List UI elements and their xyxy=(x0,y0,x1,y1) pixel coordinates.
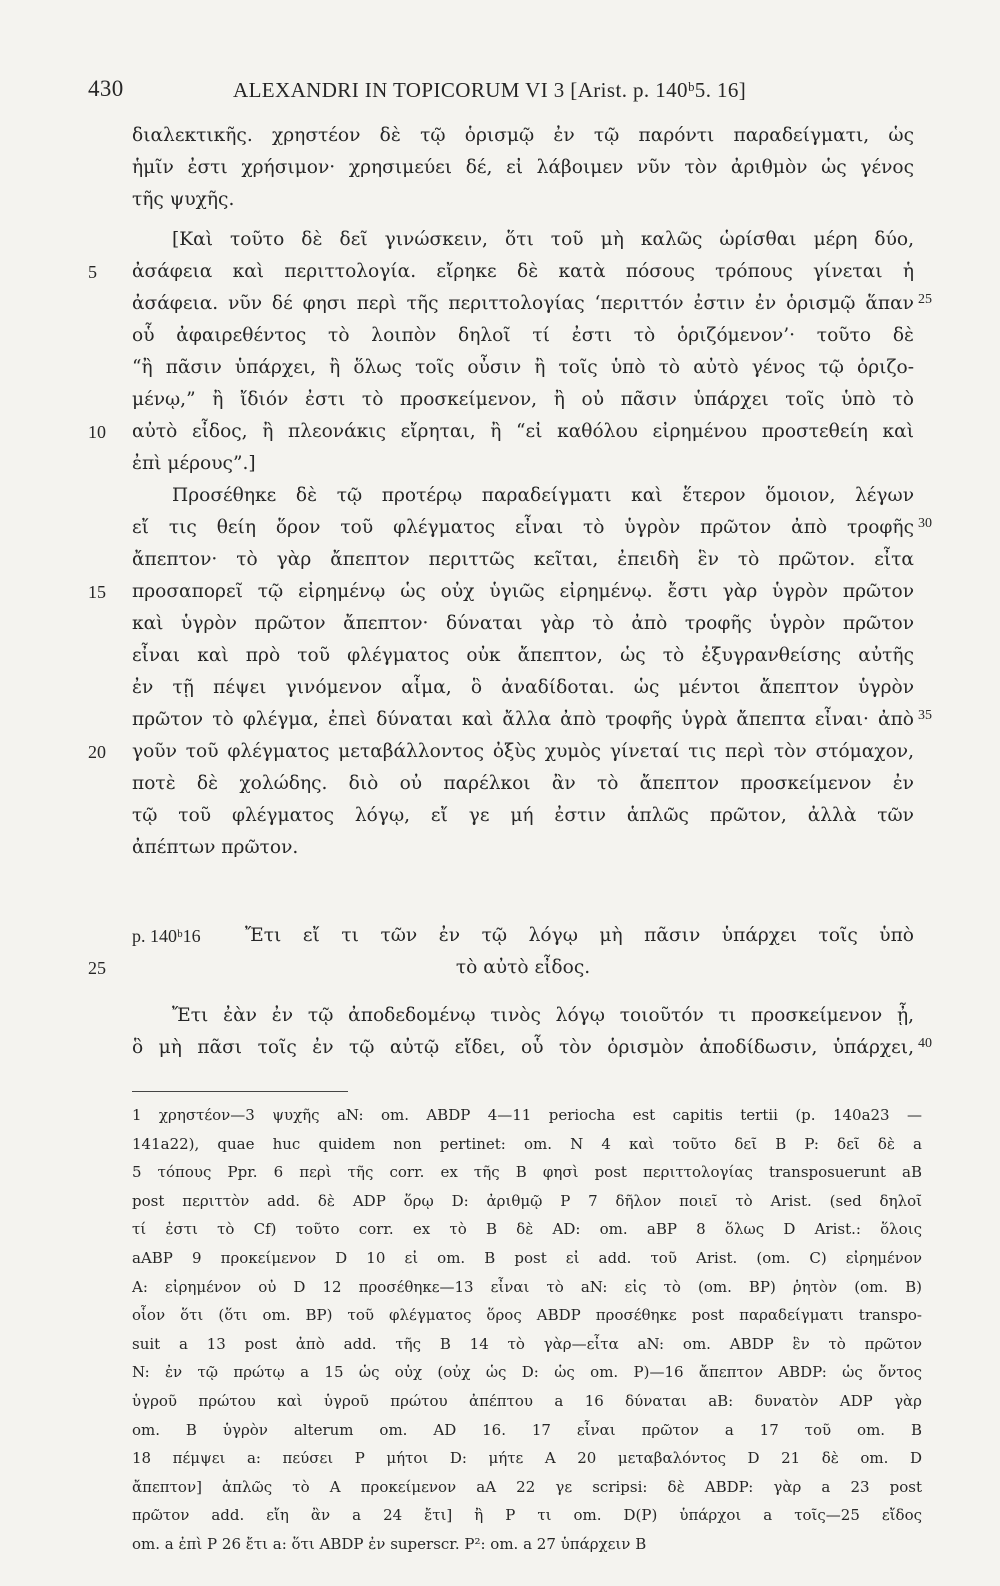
footnote-line: aABP 9 προκείμενον D 10 εἰ om. B post εἰ add. τοῦ Arist. (om. C) εἰρημένον xyxy=(132,1249,922,1267)
footnote-line: post περιττὸν add. δὲ ADP ὅρῳ D: ἀριθμῷ P 7 δῆλον ποιεῖ τὸ Arist. (sed δηλοῖ xyxy=(132,1191,922,1210)
text-line: “ἢ πᾶσιν ὑπάρχει, ἢ ὅλως τοῖς οὖσιν ἢ τοῖς ὑπὸ τὸ αὐτὸ γένος τῷ ὁριζο- xyxy=(132,357,914,378)
text-line: διαλεκτικῆς. χρηστέον δὲ τῷ ὁρισμῷ ἐν τῷ παρόντι παραδείγματι, ὡς xyxy=(132,125,914,146)
footnote-line: 141a22), quae huc quidem non pertinet: om. N 4 καὶ τοῦτο δεῖ B P: δεῖ δὲ a xyxy=(132,1134,922,1153)
line-number: 5 xyxy=(88,262,97,282)
line-number: 15 xyxy=(88,582,106,602)
lemma-line: Ἔτι εἴ τι τῶν ἐν τῷ λόγῳ μὴ πᾶσιν ὑπάρχει τοῖς ὑπὸ xyxy=(245,925,914,946)
footnote-line: 1 χρηστέον—3 ψυχῆς aN: om. ABDP 4—11 periocha est capitis tertii (p. 140a23 — xyxy=(132,1106,922,1124)
footnote-rule xyxy=(132,1091,348,1092)
line-number: 10 xyxy=(88,422,106,442)
footnote-line: 5 τόπους Ppr. 6 περὶ τῆς corr. ex τῆς B φησὶ post περιττολογίας transposuerunt aB xyxy=(132,1163,922,1182)
lemma-line: τὸ αὐτὸ εἶδος. xyxy=(455,957,591,978)
text-line: ἀσάφεια καὶ περιττολογία. εἴρηκε δὲ κατὰ πόσους τρόπους γίνεται ἡ xyxy=(132,261,914,282)
margin-number: 30 xyxy=(918,516,932,531)
text-line: ποτὲ δὲ χολώδης. διὸ οὐ παρέλκοι ἂν τὸ ἄπεπτον προσκείμενον ἐν xyxy=(132,773,914,794)
footnote-line: om. a ἐπὶ P 26 ἔτι a: ὅτι ABDP ἐν superscr. P²: om. a 27 ὑπάρχειν B xyxy=(132,1535,647,1553)
footnote-line: A: εἰρημένον οὐ D 12 προσέθηκε—13 εἶναι τὸ aN: εἰς τὸ (om. BP) ῥητὸν (om. B) xyxy=(132,1277,922,1296)
text-line: τῷ τοῦ φλέγματος λόγῳ, εἴ γε μή ἐστιν ἁπλῶς πρῶτον, ἀλλὰ τῶν xyxy=(132,805,914,826)
footnote-line: 18 πέμψει a: πεύσει P μήτοι D: μήτε A 20 μεταβαλόντος D 21 δὲ om. D xyxy=(132,1449,922,1468)
text-line: ἄπεπτον· τὸ γὰρ ἄπεπτον περιττῶς κεῖται, ἐπειδὴ ἓν τὸ πρῶτον. εἶτα xyxy=(132,549,914,570)
text-line: Προσέθηκε δὲ τῷ προτέρῳ παραδείγματι καὶ ἕτερον ὅμοιον, λέγων xyxy=(172,485,914,506)
text-line: ἡμῖν ἐστι χρήσιμον· χρησιμεύει δέ, εἰ λάβοιμεν νῦν τὸν ἀριθμὸν ὡς γένος xyxy=(132,157,914,178)
text-line: τῆς ψυχῆς. xyxy=(132,189,235,210)
text-line: εἶναι καὶ πρὸ τοῦ φλέγματος οὐκ ἄπεπτον, ὡς τὸ ἐξυγρανθείσης αὐτῆς xyxy=(132,645,914,666)
footnote-line: ὑγροῦ πρώτου καὶ ὑγροῦ πρώτου ἀπέπτου a 16 δύναται aB: δυνατὸν ADP γὰρ xyxy=(132,1392,922,1410)
lemma-reference: p. 140ᵇ16 xyxy=(132,926,201,946)
text-line: εἴ τις θείη ὅρον τοῦ φλέγματος εἶναι τὸ ὑγρὸν πρῶτον ἀπὸ τροφῆς xyxy=(132,517,914,538)
text-line: ἀπέπτων πρῶτον. xyxy=(132,837,299,858)
text-line: [Καὶ τοῦτο δὲ δεῖ γινώσκειν, ὅτι τοῦ μὴ καλῶς ὡρίσθαι μέρη δύο, xyxy=(172,229,914,250)
text-line: αὐτὸ εἶδος, ἢ πλεονάκις εἴρηται, ἢ “εἰ καθόλου εἰρημένου προστεθείη καὶ xyxy=(132,421,914,442)
text-line: οὗ ἀφαιρεθέντος τὸ λοιπὸν δηλοῖ τί ἐστι τὸ ὁριζόμενον’· τοῦτο δὲ xyxy=(132,325,914,346)
page-number: 430 xyxy=(88,76,124,101)
running-header xyxy=(88,76,888,110)
text-line: γοῦν τοῦ φλέγματος μεταβάλλοντος ὀξὺς χυμὸς γίνεταί τις περὶ τὸν στόμαχον, xyxy=(132,741,914,762)
footnote-line: τί ἐστι τὸ Cf) τοῦτο corr. ex τὸ B δὲ AD: om. aBP 8 ὅλως D Arist.: ὅλοις xyxy=(132,1220,922,1239)
text-line: ὃ μὴ πᾶσι τοῖς ἐν τῷ αὐτῷ εἴδει, οὗ τὸν ὁρισμὸν ἀποδίδωσιν, ὑπάρχει, xyxy=(132,1037,914,1058)
footnote-line: N: ἐν τῷ πρώτῳ a 15 ὡς οὐχ (οὐχ ὡς D: ὡς om. P)—16 ἄπεπτον ABDP: ὡς ὄντος xyxy=(132,1363,922,1382)
text-line: πρῶτον τὸ φλέγμα, ἐπεὶ δύναται καὶ ἄλλα ἀπὸ τροφῆς ὑγρὰ ἄπεπτα εἶναι· ἀπὸ xyxy=(132,709,914,730)
text-line: προσαπορεῖ τῷ εἰρημένῳ ὡς οὐχ ὑγιῶς εἰρημένῳ. ἔστι γὰρ ὑγρὸν πρῶτον xyxy=(132,581,914,602)
text-line: καὶ ὑγρὸν πρῶτον ἄπεπτον· δύναται γὰρ τὸ ἀπὸ τροφῆς ὑγρὸν πρῶτον xyxy=(132,613,914,634)
footnote-line: οἷον ὅτι (ὅτι om. BP) τοῦ φλέγματος ὅρος ABDP προσέθηκε post παραδείγματι transpo- xyxy=(132,1306,922,1325)
running-title: ALEXANDRI IN TOPICORUM VI 3 [Arist. p. 140ᵇ5. 16] xyxy=(233,78,747,102)
footnote-line: ἄπεπτον] ἁπλῶς τὸ A προκείμενον aA 22 γε scripsi: δὲ ABDP: γὰρ a 23 post xyxy=(132,1477,922,1496)
line-number: 20 xyxy=(88,742,106,762)
line-number: 25 xyxy=(88,958,106,978)
text-line: ἀσάφεια. νῦν δέ φησι περὶ τῆς περιττολογίας ‘περιττόν ἐστιν ἐν ὁρισμῷ ἅπαν xyxy=(132,293,914,314)
margin-number: 40 xyxy=(918,1036,932,1051)
margin-number: 35 xyxy=(918,708,932,723)
text-line: μένῳ,” ἢ ἴδιόν ἐστι τὸ προσκείμενον, ἢ οὐ πᾶσιν ὑπάρχει τοῖς ὑπὸ τὸ xyxy=(132,389,914,410)
footnote-line: suit a 13 post ἀπὸ add. τῆς B 14 τὸ γὰρ—εἶτα aN: om. ABDP ἓν τὸ πρῶτον xyxy=(132,1334,922,1353)
text-line: Ἔτι ἐὰν ἐν τῷ ἀποδεδομένῳ τινὸς λόγῳ τοιοῦτόν τι προσκείμενον ᾖ, xyxy=(172,1005,914,1026)
text-line: ἐπὶ μέρους”.] xyxy=(132,453,256,474)
footnote-line: om. B ὑγρὸν alterum om. AD 16. 17 εἶναι πρῶτον a 17 τοῦ om. B xyxy=(132,1420,922,1439)
text-line: ἐν τῇ πέψει γινόμενον αἷμα, ὃ ἀναδίδοται. ὡς μέντοι ἄπεπτον ὑγρὸν xyxy=(132,677,914,698)
footnote-line: πρῶτον add. εἴη ἂν a 24 ἔτι] ἢ P τι om. D(P) ὑπάρχοι a τοῖς—25 εἴδος xyxy=(132,1506,922,1525)
margin-number: 25 xyxy=(918,292,932,307)
